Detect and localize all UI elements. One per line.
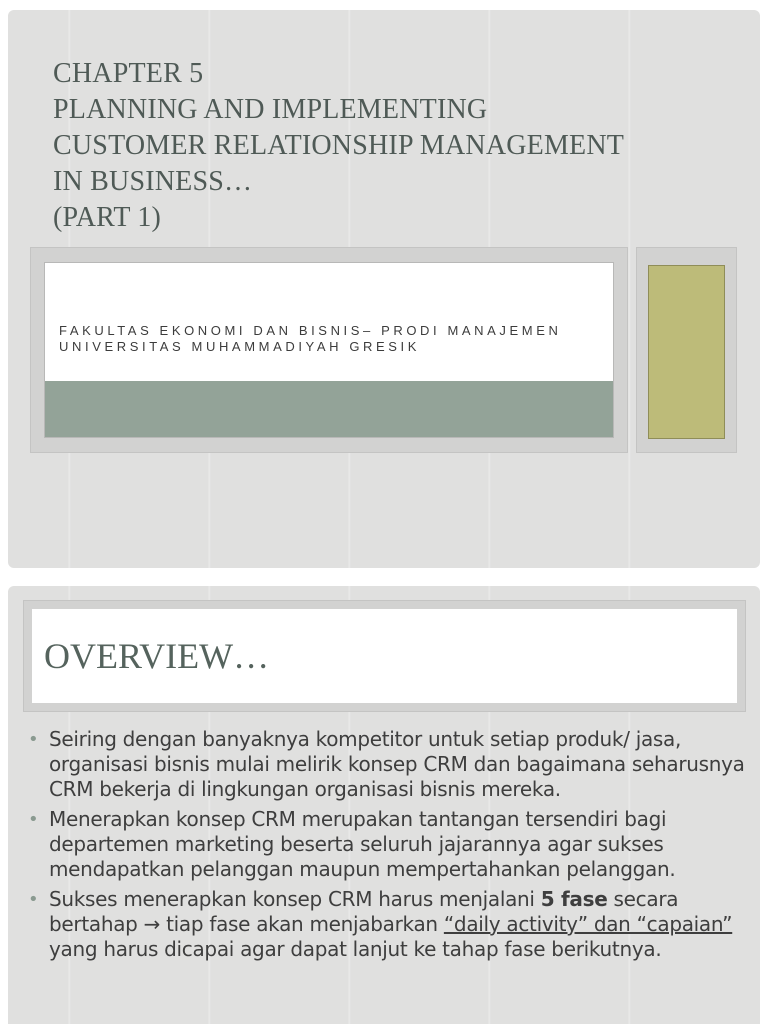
bullet-text-part: Sukses menerapkan konsep CRM harus menjalani: [49, 887, 541, 911]
subtitle-line: FAKULTAS EKONOMI DAN BISNIS– PRODI MANAJEMEN: [59, 323, 562, 338]
title-line: PLANNING AND IMPLEMENTING: [53, 94, 488, 125]
bullet-list: [28, 727, 748, 967]
title-slide: [8, 10, 760, 568]
bullet-dot-icon: •: [28, 809, 39, 830]
bullet-text: Menerapkan konsep CRM merupakan tantangan tersendiri bagi departemen marketing beserta seluruh jajarannya agar sukses mendapatkan pelanggan maupun mempertahankan pelanggan.: [49, 807, 676, 881]
bullet-dot-icon: •: [28, 889, 39, 910]
title-line: IN BUSINESS…: [53, 166, 253, 197]
header-frame: [23, 600, 746, 712]
accent-frame: [636, 247, 737, 453]
accent-block: [648, 265, 725, 439]
slide-title: [53, 56, 733, 236]
bullet-underlined-text: “daily activity” dan “capaian”: [443, 912, 733, 936]
title-line: CHAPTER 5: [53, 58, 204, 89]
subtitle-color-band: [45, 381, 613, 437]
title-line: CUSTOMER RELATIONSHIP MANAGEMENT: [53, 130, 625, 161]
subtitle-line: UNIVERSITAS MUHAMMADIYAH GRESIK: [59, 339, 421, 354]
subtitle-card: [44, 262, 614, 438]
list-item: [28, 807, 748, 882]
bullet-text: Seiring dengan banyaknya kompetitor untuk setiap produk/ jasa, organisasi bisnis mulai melirik konsep CRM dan bagaimana seharusnya CRM bekerja di lingkungan organisasi bisnis mereka.: [49, 727, 745, 801]
bullet-dot-icon: •: [28, 729, 39, 750]
header-card: [32, 609, 737, 703]
overview-slide: [8, 586, 760, 1024]
subtitle-text: [59, 323, 561, 355]
bullet-bold-text: 5 fase: [540, 887, 608, 911]
title-line: (PART 1): [53, 202, 162, 233]
subtitle-frame: [30, 247, 628, 453]
overview-title: OVERVIEW…: [44, 636, 270, 676]
list-item: [28, 887, 748, 962]
bullet-text-part: secara bertahap → tiap fase akan menjabarkan: [49, 887, 679, 936]
list-item: [28, 727, 748, 802]
bullet-text-part: yang harus dicapai agar dapat lanjut ke tahap fase berikutnya.: [49, 937, 662, 961]
